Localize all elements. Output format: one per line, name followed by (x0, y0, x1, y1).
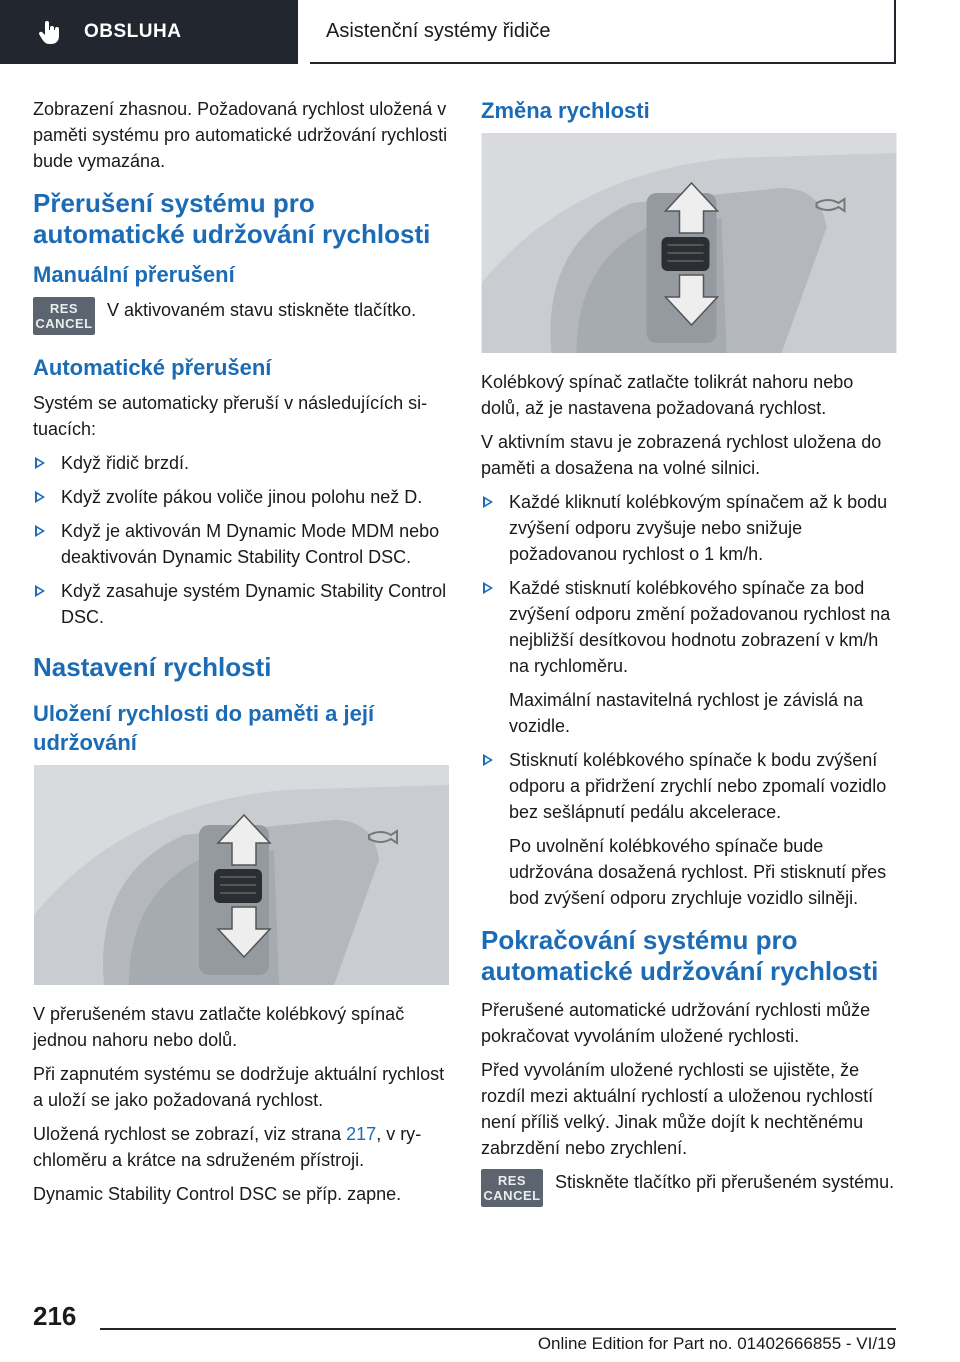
res-cancel-button-icon: RES CANCEL (33, 297, 95, 335)
store-p1: V přerušeném stavu zatlačte kolébkový spínač jednou nahoru nebo dolů. (33, 1004, 405, 1050)
bullet-triangle-icon (35, 491, 45, 503)
right-column (481, 96, 897, 1225)
list-item: Když je aktivován M Dynamic Mode MDM nebo deaktivován Dynamic Stability Control DSC. (33, 518, 450, 570)
resume-p1: Přerušené automatické udržování rychlosti může pokračovat vyvoláním uložené rychlosti. (481, 1000, 871, 1046)
auto-list (33, 450, 450, 630)
resume-text: Stiskněte tlačítko při přerušeném systému. (555, 1172, 895, 1192)
bullet-triangle-icon (35, 457, 45, 469)
bullet-triangle-icon (483, 496, 493, 508)
store-p2: Při zapnutém systému se dodržuje aktuální rychlost a uloží se jako požadovaná rychlost. (33, 1064, 445, 1110)
store-p3: Uložená rychlost se zobrazí, viz strana 217, v rychloměru a krátce na sdruženém přístroji. (33, 1124, 422, 1170)
store-p4: Dynamic Stability Control DSC se příp. zapne. (33, 1184, 402, 1204)
steering-switch-photo-2 (481, 133, 897, 353)
chapter-header (310, 0, 896, 64)
resume-instruction (481, 1169, 897, 1207)
bullet-triangle-icon (35, 525, 45, 537)
manual-instruction (33, 297, 450, 335)
list-item: Když řidič brzdí. (33, 450, 450, 476)
list-item: Stisknutí kolébkového spínače k bodu zvýšení odporu a přidržení zrychlí nebo zpomalí vozidlo bez sešlápnutí pedálu akcelerace. Po uvolnění kolébkového spínače bude udržována dosažená rychlost. Při stisknutí přes bod zvýšení odporu zrychluje vozidlo silněji. (481, 747, 897, 911)
bullet-triangle-icon (483, 754, 493, 766)
hand-icon (36, 18, 64, 46)
heading-manual: Manuální přerušení (33, 262, 235, 287)
heading-setting: Nastavení rychlosti (33, 652, 272, 682)
heading-store: Uložení rychlosti do paměti a její udržování (33, 701, 375, 755)
change-p2: V aktivním stavu je zobrazená rychlost uložena do paměti a dosažena na volné silnici. (481, 432, 882, 478)
section-tab (0, 0, 298, 64)
heading-change: Změna rychlosti (481, 98, 650, 123)
resume-p2: Před vyvoláním uložené rychlosti se ujistěte, že rozdíl mezi aktuální rychlostí a uloženou rychlostí není příliš velký. Jinak může dojít k nechtěnému zabrzdění nebo zrychlení. (481, 1060, 874, 1158)
left-column (33, 96, 450, 1215)
section-label: OBSLUHA (84, 21, 182, 42)
list-item: Když zvolíte pákou voliče jinou polohu než D. (33, 484, 450, 510)
heading-auto: Automatické přerušení (33, 355, 272, 380)
change-p1: Kolébkový spínač zatlačte tolikrát nahoru nebo dolů, až je nastavena požadovaná rychlost. (481, 372, 854, 418)
list-item: Každé stisknutí kolébkového spínače za bod zvýšení odporu změní požadovanou rychlost na nejbližší desítkovou hodnotu zobrazení v km/h na rychloměru. Maximální nastavitelná rychlost je závislá na vozidle. (481, 575, 897, 739)
heading-resume: Pokračování systému pro automatické udržování rychlosti (481, 925, 879, 986)
steering-switch-photo (33, 765, 450, 985)
list-item: Každé kliknutí kolébkovým spínačem až k bodu zvýšení odporu zvyšuje nebo snižuje požadovanou rychlost o 1 km/h. (481, 489, 897, 567)
page-link[interactable]: 217 (346, 1124, 377, 1144)
auto-paragraph: Systém se automaticky přeruší v následujících situacích: (33, 393, 428, 439)
footer-divider (100, 1328, 896, 1330)
bullet-triangle-icon (35, 585, 45, 597)
manual-text: V aktivovaném stavu stiskněte tlačítko. (107, 300, 417, 320)
chapter-title: Asistenční systémy řidiče (326, 19, 551, 42)
edition-text: Online Edition for Part no. 01402666855 - VI/19 (537, 1334, 896, 1353)
bullet-triangle-icon (483, 582, 493, 594)
page-number: 216 (33, 1301, 77, 1331)
list-item: Když zasahuje systém Dynamic Stability Control DSC. (33, 578, 450, 630)
heading-interrupt: Přerušení systému pro automatické udržování rychlosti (33, 188, 431, 249)
res-cancel-button-icon: RES CANCEL (481, 1169, 543, 1207)
intro-paragraph: Zobrazení zhasnou. Požadovaná rychlost uložená v paměti systému pro automatické udržování rychlosti bude vymazána. (33, 99, 448, 171)
change-list (481, 489, 897, 911)
